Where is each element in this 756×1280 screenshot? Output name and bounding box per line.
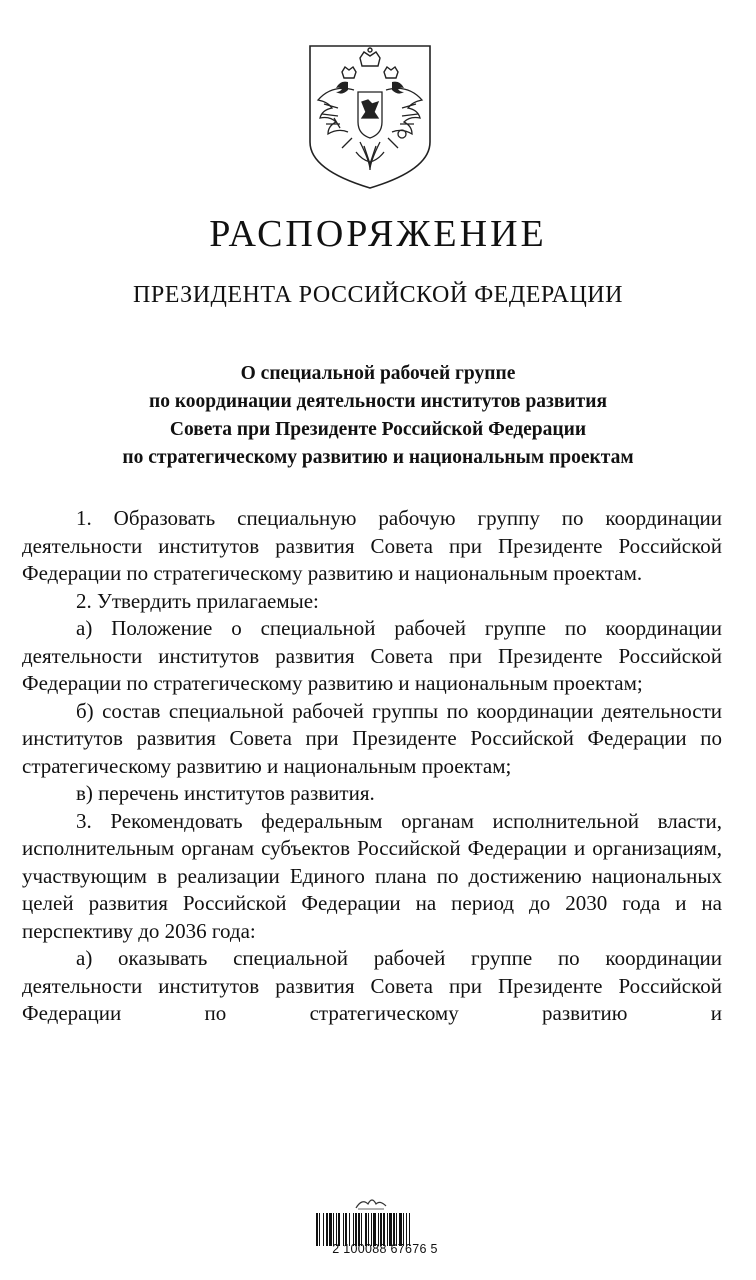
- paragraph-2a: а) Положение о специальной рабочей группе по координации деятельности институтов развития Совета при Президенте Российской Федерации по стратегическому развитию и национальным проектам;: [22, 616, 722, 695]
- document-title: РАСПОРЯЖЕНИЕ: [209, 213, 547, 255]
- document-issuer: ПРЕЗИДЕНТА РОССИЙСКОЙ ФЕДЕРАЦИИ: [133, 282, 623, 308]
- printing-seal-icon: [354, 1196, 388, 1210]
- paragraph-3a: а) оказывать специальной рабочей группе по координации деятельности институтов развития Совета при Президенте Российской Федерации по стратегическому развитию и: [22, 946, 722, 1025]
- russian-coat-of-arms-icon: [304, 42, 436, 190]
- paragraph-1: 1. Образовать специальную рабочую группу по координации деятельности институтов развития Совета при Президенте Российской Федерации по стратегическому развитию и национальным проектам.: [22, 506, 722, 585]
- paragraph-2c: в) перечень институтов развития.: [76, 781, 375, 805]
- paragraph-3: 3. Рекомендовать федеральным органам исполнительной власти, исполнительным органам субъектов Российской Федерации и организациям, участвующим в реализации Единого плана по достижению национальных целей развития Российской Федерации на период до 2030 года и на перспективу до 2036 года:: [22, 808, 722, 943]
- paragraph-2b: б) состав специальной рабочей группы по координации деятельности институтов развития Совета при Президенте Российской Федерации по стратегическому развитию и национальным проектам;: [22, 698, 722, 778]
- document-body: [22, 505, 722, 1028]
- document-subject: [40, 360, 716, 472]
- paragraph-2: 2. Утвердить прилагаемые:: [76, 588, 319, 613]
- subject-line: по стратегическому развитию и национальным проектам: [122, 447, 634, 468]
- subject-line: Совета при Президенте Российской Федерации: [169, 419, 587, 440]
- subject-line: О специальной рабочей группе: [240, 363, 516, 384]
- subject-line: по координации деятельности институтов развития: [148, 391, 608, 412]
- barcode-number: 2 100088 67676 5: [332, 1242, 438, 1256]
